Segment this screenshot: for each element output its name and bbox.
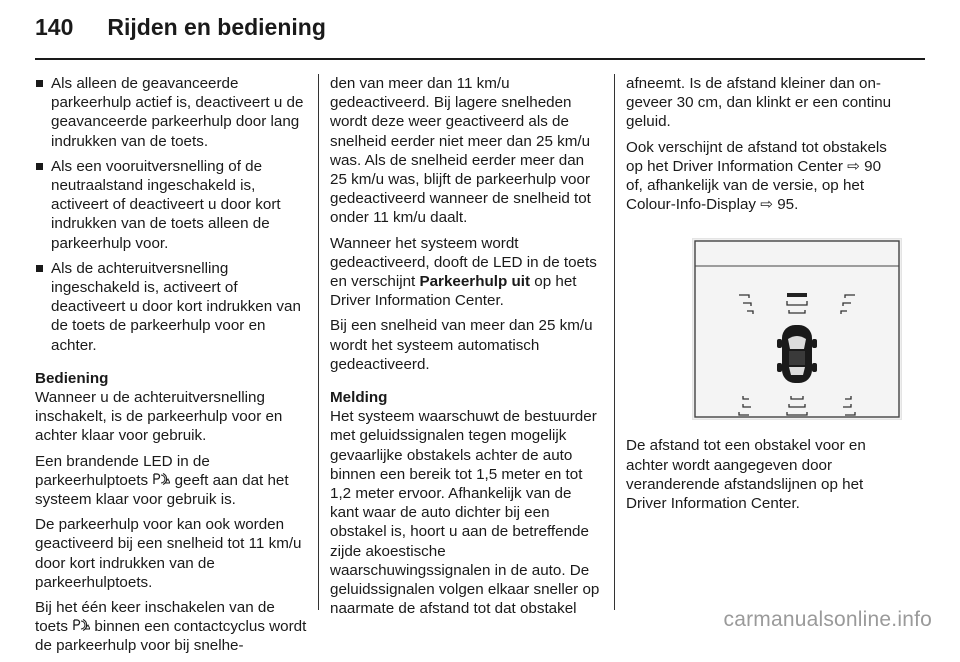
page-ref-arrow-icon: ⇨ [847, 157, 860, 175]
page-ref-arrow-icon: ⇨ [760, 196, 773, 214]
column-1 [35, 74, 307, 662]
paragraph: Het systeem waarschuwt de bestuurder met geluidssignalen tegen mogelijk gevaarlijke obstakels achter de auto binnen een bereik tot 1,5 meter en tot 1,2 meter ervoor. Afhankelijk van de kant waar de auto dichter bij een obstakel is, hoort u aan de betreffende zijde akoestische waarschuwingssignalen in de auto. De geluidssignalen volgen elkaar sneller op naarmate de afstand tot dat obstakel [330, 408, 600, 618]
paragraph: afneemt. Is de afstand kleiner dan on-geveer 30 cm, dan klinkt er een continu geluid. [626, 75, 892, 131]
bullet-item: Als een vooruitversnelling of de neutraalstand ingeschakeld is, activeert of deactiveert u door kort indrukken van de toets alleen de parkeerhulp voor. [35, 157, 307, 253]
parking-distance-display-illustration [692, 238, 902, 420]
section-heading-bediening: Bediening [35, 369, 109, 387]
column-3 [626, 74, 900, 519]
column-divider [318, 74, 319, 610]
paragraph: Een brandende LED in de parkeerhulptoets geeft aan dat het systeem klaar voor gebruik is. [35, 452, 289, 509]
paragraph: den van meer dan 11 km/u gedeactiveerd. Bij lagere snelheden wordt deze weer geactiveerd als de snelheid eerder niet meer dan 25 km/u was. Als de snelheid eerder meer dan 25 km/u was, blijft de parkeerhulp voor gedeactiveerd wanneer de snelheid tot onder 11 km/u daalt. [330, 75, 591, 227]
watermark-text: carmanualsonline.info [723, 608, 932, 631]
column-2 [330, 74, 602, 624]
bullet-item: Als de achteruitversnelling ingeschakeld is, activeert of deactiveert u door kort indrukken van de toets de parkeerhulp voor en achter. [35, 259, 307, 355]
section-heading-melding: Melding [330, 389, 388, 407]
page-reference[interactable]: 90 [864, 157, 882, 175]
parking-distance-display-svg [693, 239, 901, 419]
page-header [35, 14, 326, 41]
header-rule [35, 58, 925, 60]
paragraph: Ook verschijnt de afstand tot obstakels op het Driver Information Center ⇨ 90 of, afhankelijk van de versie, op het Colour-Info-Display ⇨ 95. [626, 138, 887, 214]
page-number: 140 [35, 14, 74, 40]
page-reference[interactable]: 95 [777, 196, 795, 214]
paragraph: Wanneer het systeem wordt gedeactiveerd, dooft de LED in de toets en verschijnt Parkeerhulp uit op het Driver Information Center. [330, 234, 597, 310]
page-title: Rijden en bediening [107, 14, 326, 40]
paragraph: De parkeerhulp voor kan ook worden geactiveerd bij een snelheid tot 11 km/u door kort indrukken van de parkeerhulptoets. [35, 516, 302, 591]
paragraph: De afstand tot een obstakel voor en achter wordt aangegeven door veranderende afstandslijnen op het Driver Information Center. [626, 437, 866, 513]
park-assist-icon [72, 619, 90, 631]
park-assist-icon [152, 473, 170, 485]
display-message: Parkeerhulp uit [419, 273, 531, 291]
bullet-item: Als alleen de geavanceerde parkeerhulp actief is, deactiveert u de geavanceerde parkeerhulp door lang indrukken van de toets. [35, 74, 307, 151]
paragraph: Bij het één keer inschakelen van de toets binnen een contactcyclus wordt de parkeerhulp voor bij snelhe- [35, 599, 307, 655]
car-icon [777, 325, 817, 383]
paragraph: Wanneer u de achteruitversnelling inschakelt, is de parkeerhulp voor en achter klaar voor gebruik. [35, 389, 283, 445]
paragraph: Bij een snelheid van meer dan 25 km/u wordt het systeem automatisch gedeactiveerd. [330, 317, 593, 373]
column-divider [614, 74, 615, 610]
